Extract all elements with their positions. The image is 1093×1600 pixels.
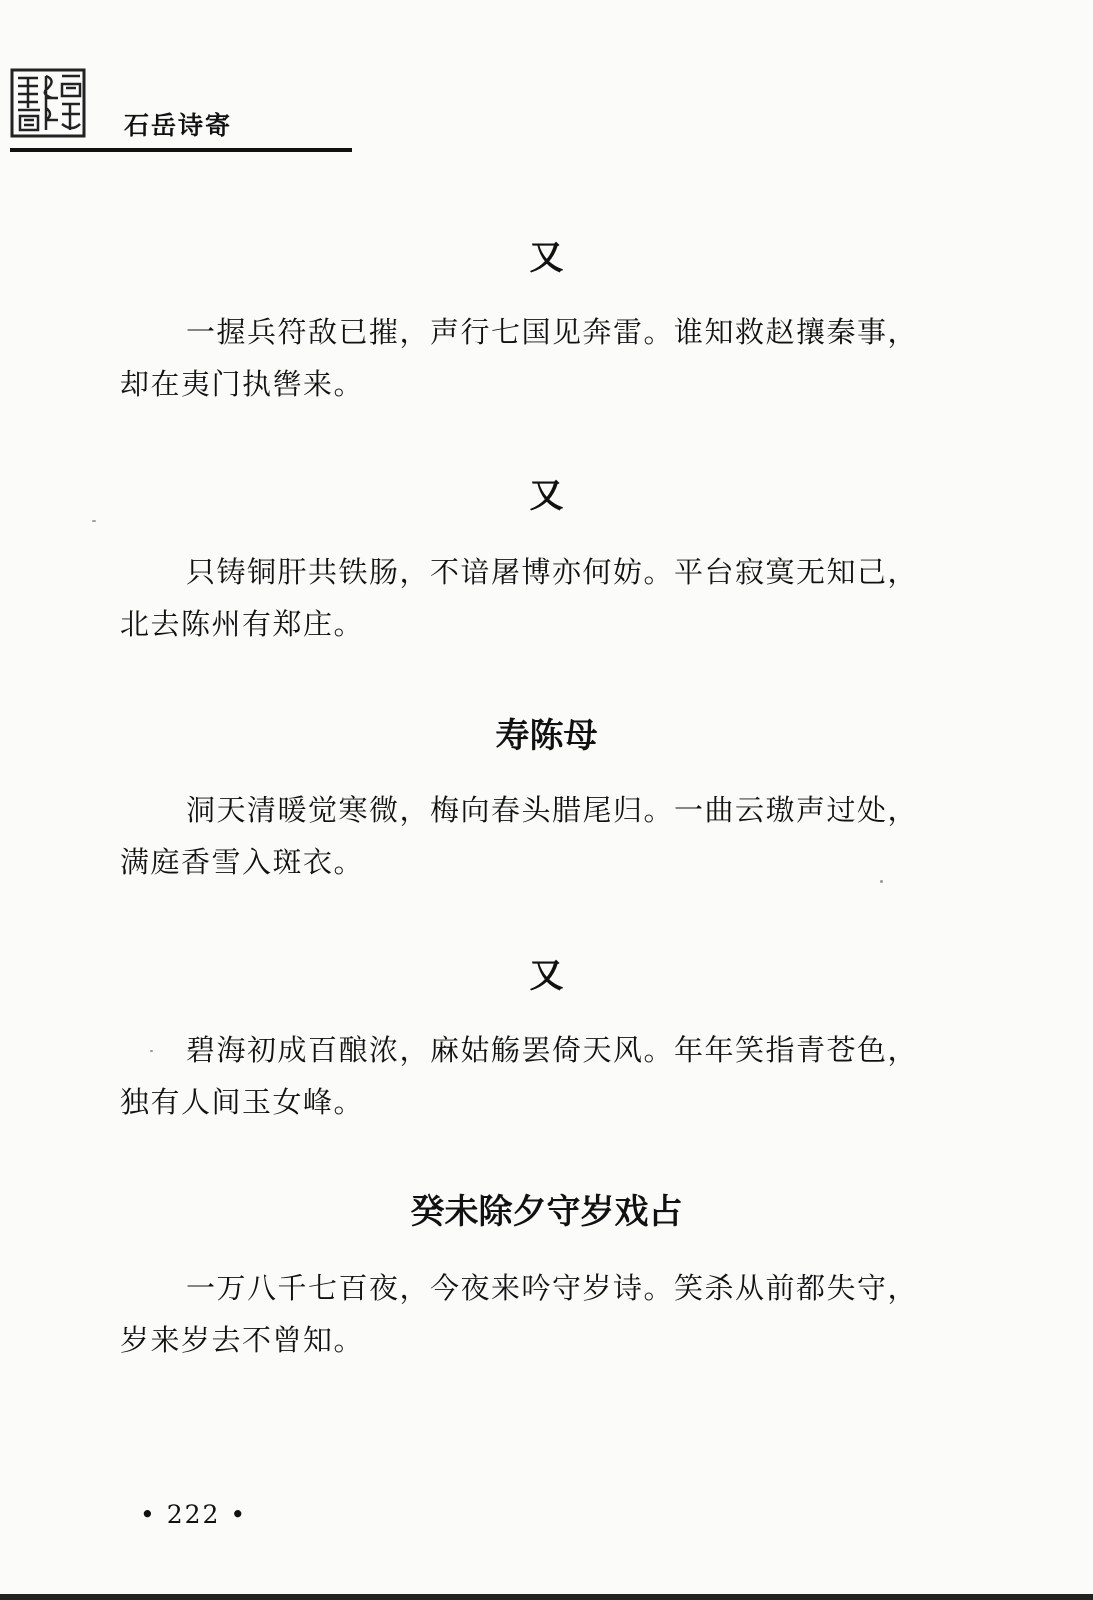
poem-line: 满庭香雪入斑衣。	[120, 845, 365, 879]
scan-speck	[150, 1050, 153, 1052]
poem-line: 一万八千七百夜，今夜来吟守岁诗。笑杀从前都失守，	[186, 1271, 919, 1305]
poem-line: 却在夷门执辔来。	[120, 367, 365, 401]
scan-speck	[880, 880, 883, 883]
poem-line: 独有人间玉女峰。	[120, 1085, 365, 1119]
book-title: 石岳诗寄	[124, 111, 233, 140]
poem-title: 癸未除夕守岁戏占	[410, 1192, 683, 1232]
poem-title: 又	[529, 956, 564, 996]
seal-stamp-icon	[10, 68, 86, 138]
poem-line: 岁来岁去不曾知。	[120, 1323, 365, 1357]
poem-title: 又	[529, 238, 564, 278]
poem-title: 又	[529, 476, 564, 516]
page-header	[8, 66, 352, 156]
poem-title: 寿陈母	[495, 716, 598, 756]
scan-speck	[92, 520, 96, 522]
header-rule	[10, 148, 352, 152]
poem-line: 碧海初成百酿浓，麻姑觞罢倚天风。年年笑指青苍色，	[186, 1033, 919, 1067]
poem-line: 只铸铜肝共铁肠，不谙屠博亦何妨。平台寂寞无知己，	[186, 555, 919, 589]
page-number: • 222 •	[140, 1500, 248, 1529]
poem-line: 北去陈州有郑庄。	[120, 607, 365, 641]
scan-edge	[0, 1594, 1093, 1600]
poem-line: 洞天清暖觉寒微，梅向春头腊尾归。一曲云璈声过处，	[186, 793, 919, 827]
poem-line: 一握兵符敌已摧，声行七国见奔雷。谁知救赵攘秦事，	[186, 315, 919, 349]
